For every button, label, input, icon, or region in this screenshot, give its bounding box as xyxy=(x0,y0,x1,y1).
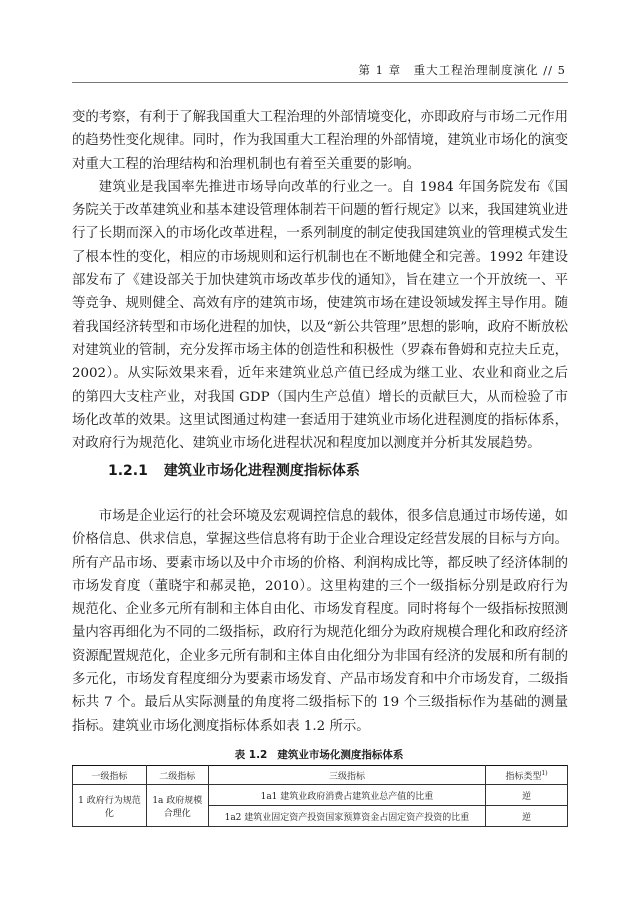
table-header-row xyxy=(73,766,568,785)
body-text-bottom xyxy=(72,505,568,738)
cell-type: 逆 xyxy=(486,806,568,827)
body-text-top xyxy=(72,106,568,455)
table-caption xyxy=(0,747,638,762)
paragraph: 变的考察，有利于了解我国重大工程治理的外部情境变化，亦即政府与市场二元作用的趋势性变化规律。同时，作为我国重大工程治理的外部情境，建筑业市场化的演变对重大工程的治理结构和治理机制也有着至关重要的影响。 xyxy=(72,110,568,172)
table-title: 建筑业市场化测度指标体系 xyxy=(277,749,404,761)
header-level1: 一级指标 xyxy=(73,766,147,785)
header-type-note: 1) xyxy=(541,769,548,777)
cell-type: 逆 xyxy=(486,785,568,806)
cell-level3: 1a1 建筑业政府消费占建筑业总产值的比重 xyxy=(208,785,485,806)
section-title: 建筑业市场化进程测度指标体系 xyxy=(163,463,360,479)
running-header: 第 1 章 重大工程治理制度演化 // 5 xyxy=(358,63,566,77)
paragraph: 市场是企业运行的社会环境及宏观调控信息的载体，很多信息通过市场传递，如价格信息、供求信息，掌握这些信息将有助于企业合理设定经营发展的目标与方向。所有产品市场、要素市场以及中介市场的价格、利润构成比等，都反映了经济体制的市场发育度（董晓宇和郝灵艳，2010）。这里构建的三个一级指标分别是政府行为规范化、企业多元所有制和主体自由化、市场发育程度。同时将每个一级指标按照测量内容再细化为不同的二级指标，政府行为规范化细分为政府规模合理化和政府经济资源配置规范化，企业多元所有制和主体自由化细分为非国有经济的发展和所有制的多元化，市场发育程度细分为要素市场发育、产品市场发育和中介市场发育，二级指标共 7 个。最后从实际测量的角度将二级指标下的 19 个三级指标作为基础的测量指标。建筑业市场化测度指标体系如表 1.2 所示。 xyxy=(72,509,568,734)
cell-level1: 1 政府行为规范化 xyxy=(73,785,147,827)
indicator-table xyxy=(72,765,568,827)
header-rule xyxy=(72,82,568,83)
cell-level2: 1a 政府规模合理化 xyxy=(146,785,208,827)
table-row xyxy=(73,785,568,806)
header-level2: 二级指标 xyxy=(146,766,208,785)
cell-level3: 1a2 建筑业固定资产投资国家预算资金占固定资产投资的比重 xyxy=(208,806,485,827)
table-number: 表 1.2 xyxy=(234,749,268,761)
header-type-label: 指标类型 xyxy=(505,771,542,782)
section-number: 1.2.1 xyxy=(108,463,148,479)
paragraph: 建筑业是我国率先推进市场导向改革的行业之一。自 1984 年国务院发布《国务院关于改革建筑业和基本建设管理体制若干问题的暂行规定》以来，我国建筑业进行了长期而深入的市场化改革进程，一系列制度的制定使我国建筑业的管理模式发生了根本性的变化，相应的市场规则和运行机制也在不断地健全和完善。1992 年建设部发布了《建设部关于加快建筑市场改革步伐的通知》，旨在建立一个开放统一、平等竞争、规则健全、高效有序的建筑市场，使建筑市场在建设领域发挥主导作用。随着我国经济转型和市场化进程的加快，以及“新公共管理”思想的影响，政府不断放松对建筑业的管制，充分发挥市场主体的创造性和积极性（罗森布鲁姆和克拉夫丘克，2002）。从实际效果来看，近年来建筑业总产值已经成为继工业、农业和商业之后的第四大支柱产业，对我国 GDP（国内生产总值）增长的贡献巨大，从而检验了市场化改革的效果。这里试图通过构建一套适用于建筑业市场化进程测度的指标体系，对政府行为规范化、建筑业市场化进程状况和程度加以测度并分析其发展趋势。 xyxy=(72,179,568,452)
header-level3: 三级指标 xyxy=(208,766,485,785)
section-heading xyxy=(108,460,360,480)
header-type xyxy=(486,766,568,785)
